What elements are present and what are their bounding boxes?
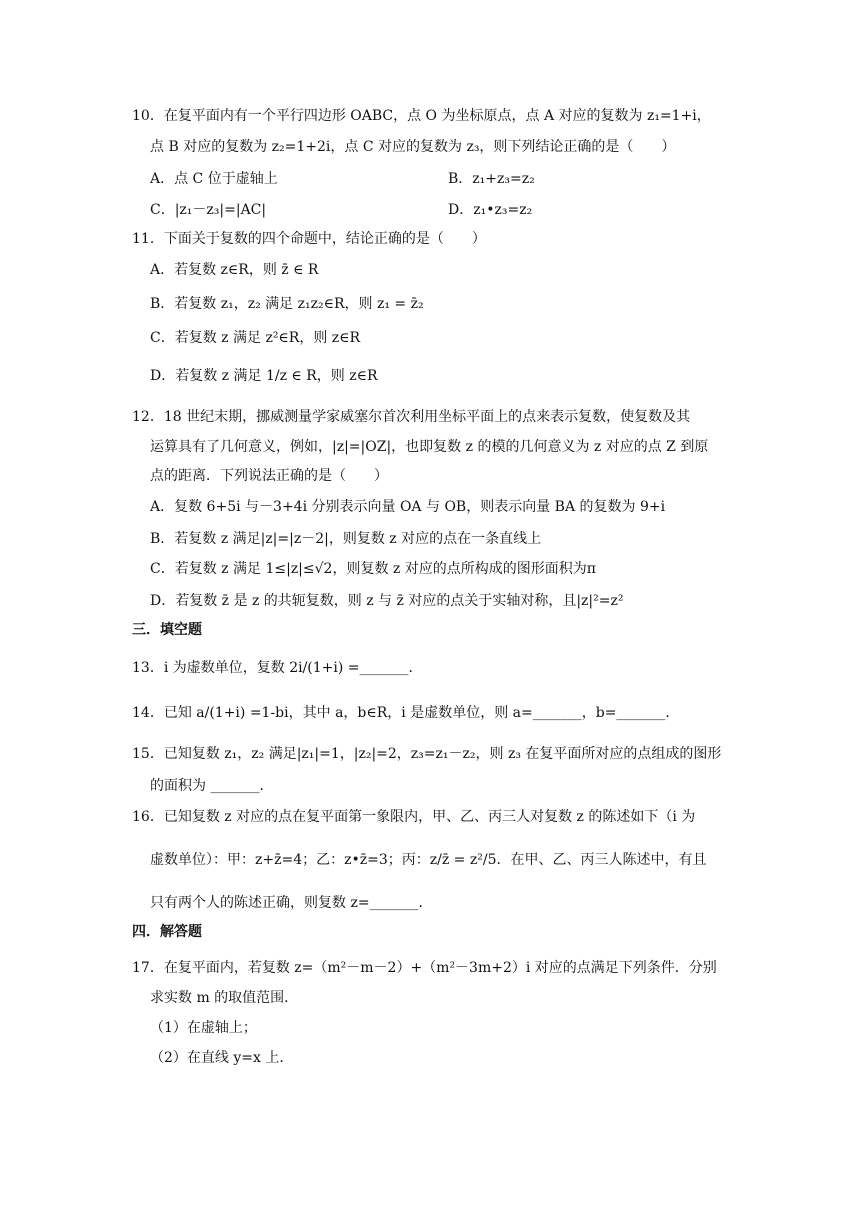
- q11-option-b: B．若复数 z₁，z₂ 满足 z₁z₂∈R，则 z₁ = z̄₂: [150, 296, 424, 312]
- q11-option-c: C．若复数 z 满足 z²∈R，则 z∈R: [150, 330, 361, 346]
- q10-option-a: A．点 C 位于虚轴上: [150, 171, 278, 187]
- q17-line2: 求实数 m 的取值范围．: [150, 990, 299, 1006]
- q12-option-c: C．若复数 z 满足 1≤|z|≤√2，则复数 z 对应的点所构成的图形面积为π: [150, 561, 596, 577]
- q16-line1: 16．已知复数 z 对应的点在复平面第一象限内，甲、乙、丙三人对复数 z 的陈述如下（i 为: [132, 809, 696, 825]
- q12-line3: 点的距离．下列说法正确的是（ ）: [150, 468, 388, 484]
- section-heading-answer: 四．解答题: [132, 924, 202, 940]
- q11-stem: 11．下面关于复数的四个命题中，结论正确的是（ ）: [132, 231, 486, 247]
- section-heading-fill-in: 三．填空题: [132, 622, 202, 638]
- q17-line1: 17．在复平面内，若复数 z=（m²－m－2）+（m²－3m+2）i 对应的点满足下列条件．分别: [132, 960, 717, 976]
- q10-line1: 10．在复平面内有一个平行四边形 OABC，点 O 为坐标原点，点 A 对应的复数为 z₁=1+i，: [132, 108, 711, 124]
- q11-option-d: D．若复数 z 满足 1/z ∈ R，则 z∈R: [150, 368, 378, 384]
- q10-line2: 点 B 对应的复数为 z₂=1+2i，点 C 对应的复数为 z₃，则下列结论正确的是（ ）: [150, 139, 676, 155]
- q12-option-a: A．复数 6+5i 与－3+4i 分别表示向量 OA 与 OB，则表示向量 BA 的复数为 9+i: [150, 499, 666, 515]
- q17-part1: （1）在虚轴上；: [150, 1020, 257, 1036]
- question-14: 14．已知 a/(1+i) =1-bi，其中 a，b∈R，i 是虚数单位，则 a=_______，b=_______．: [132, 705, 680, 721]
- q10-option-b: B．z₁+z₃=z₂: [448, 171, 535, 187]
- q16-line2: 虚数单位）：甲：z+z̄=4；乙：z•z̄=3；丙：z/z̄ = z²/5．在甲、乙、丙三人陈述中，有且: [150, 852, 707, 868]
- q12-line1: 12．18 世纪末期，挪威测量学家威塞尔首次利用坐标平面上的点来表示复数，使复数及其: [132, 409, 691, 425]
- q15-line1: 15．已知复数 z₁，z₂ 满足|z₁|=1，|z₂|=2，z₃=z₁－z₂，则 z₃ 在复平面所对应的点组成的图形: [132, 746, 722, 762]
- q10-option-d: D．z₁•z₃=z₂: [448, 202, 533, 218]
- q12-option-d: D．若复数 z̄ 是 z 的共轭复数，则 z 与 z̄ 对应的点关于实轴对称，且|z|²=z²: [150, 593, 624, 609]
- q10-option-c: C．|z₁－z₃|=|AC|: [150, 202, 267, 218]
- q17-part2: （2）在直线 y=x 上．: [150, 1050, 294, 1066]
- q16-line3: 只有两个人的陈述正确，则复数 z=_______．: [150, 895, 433, 911]
- q12-option-b: B．若复数 z 满足|z|=|z－2|，则复数 z 对应的点在一条直线上: [150, 531, 542, 547]
- q12-line2: 运算具有了几何意义，例如，|z|=|OZ|，也即复数 z 的模的几何意义为 z 对应的点 Z 到原: [150, 439, 709, 455]
- question-13: 13．i 为虚数单位，复数 2i/(1+i) =_______．: [132, 660, 423, 676]
- q15-line2: 的面积为 _______．: [150, 778, 274, 794]
- q11-option-a: A．若复数 z∈R，则 z̄ ∈ R: [150, 262, 319, 278]
